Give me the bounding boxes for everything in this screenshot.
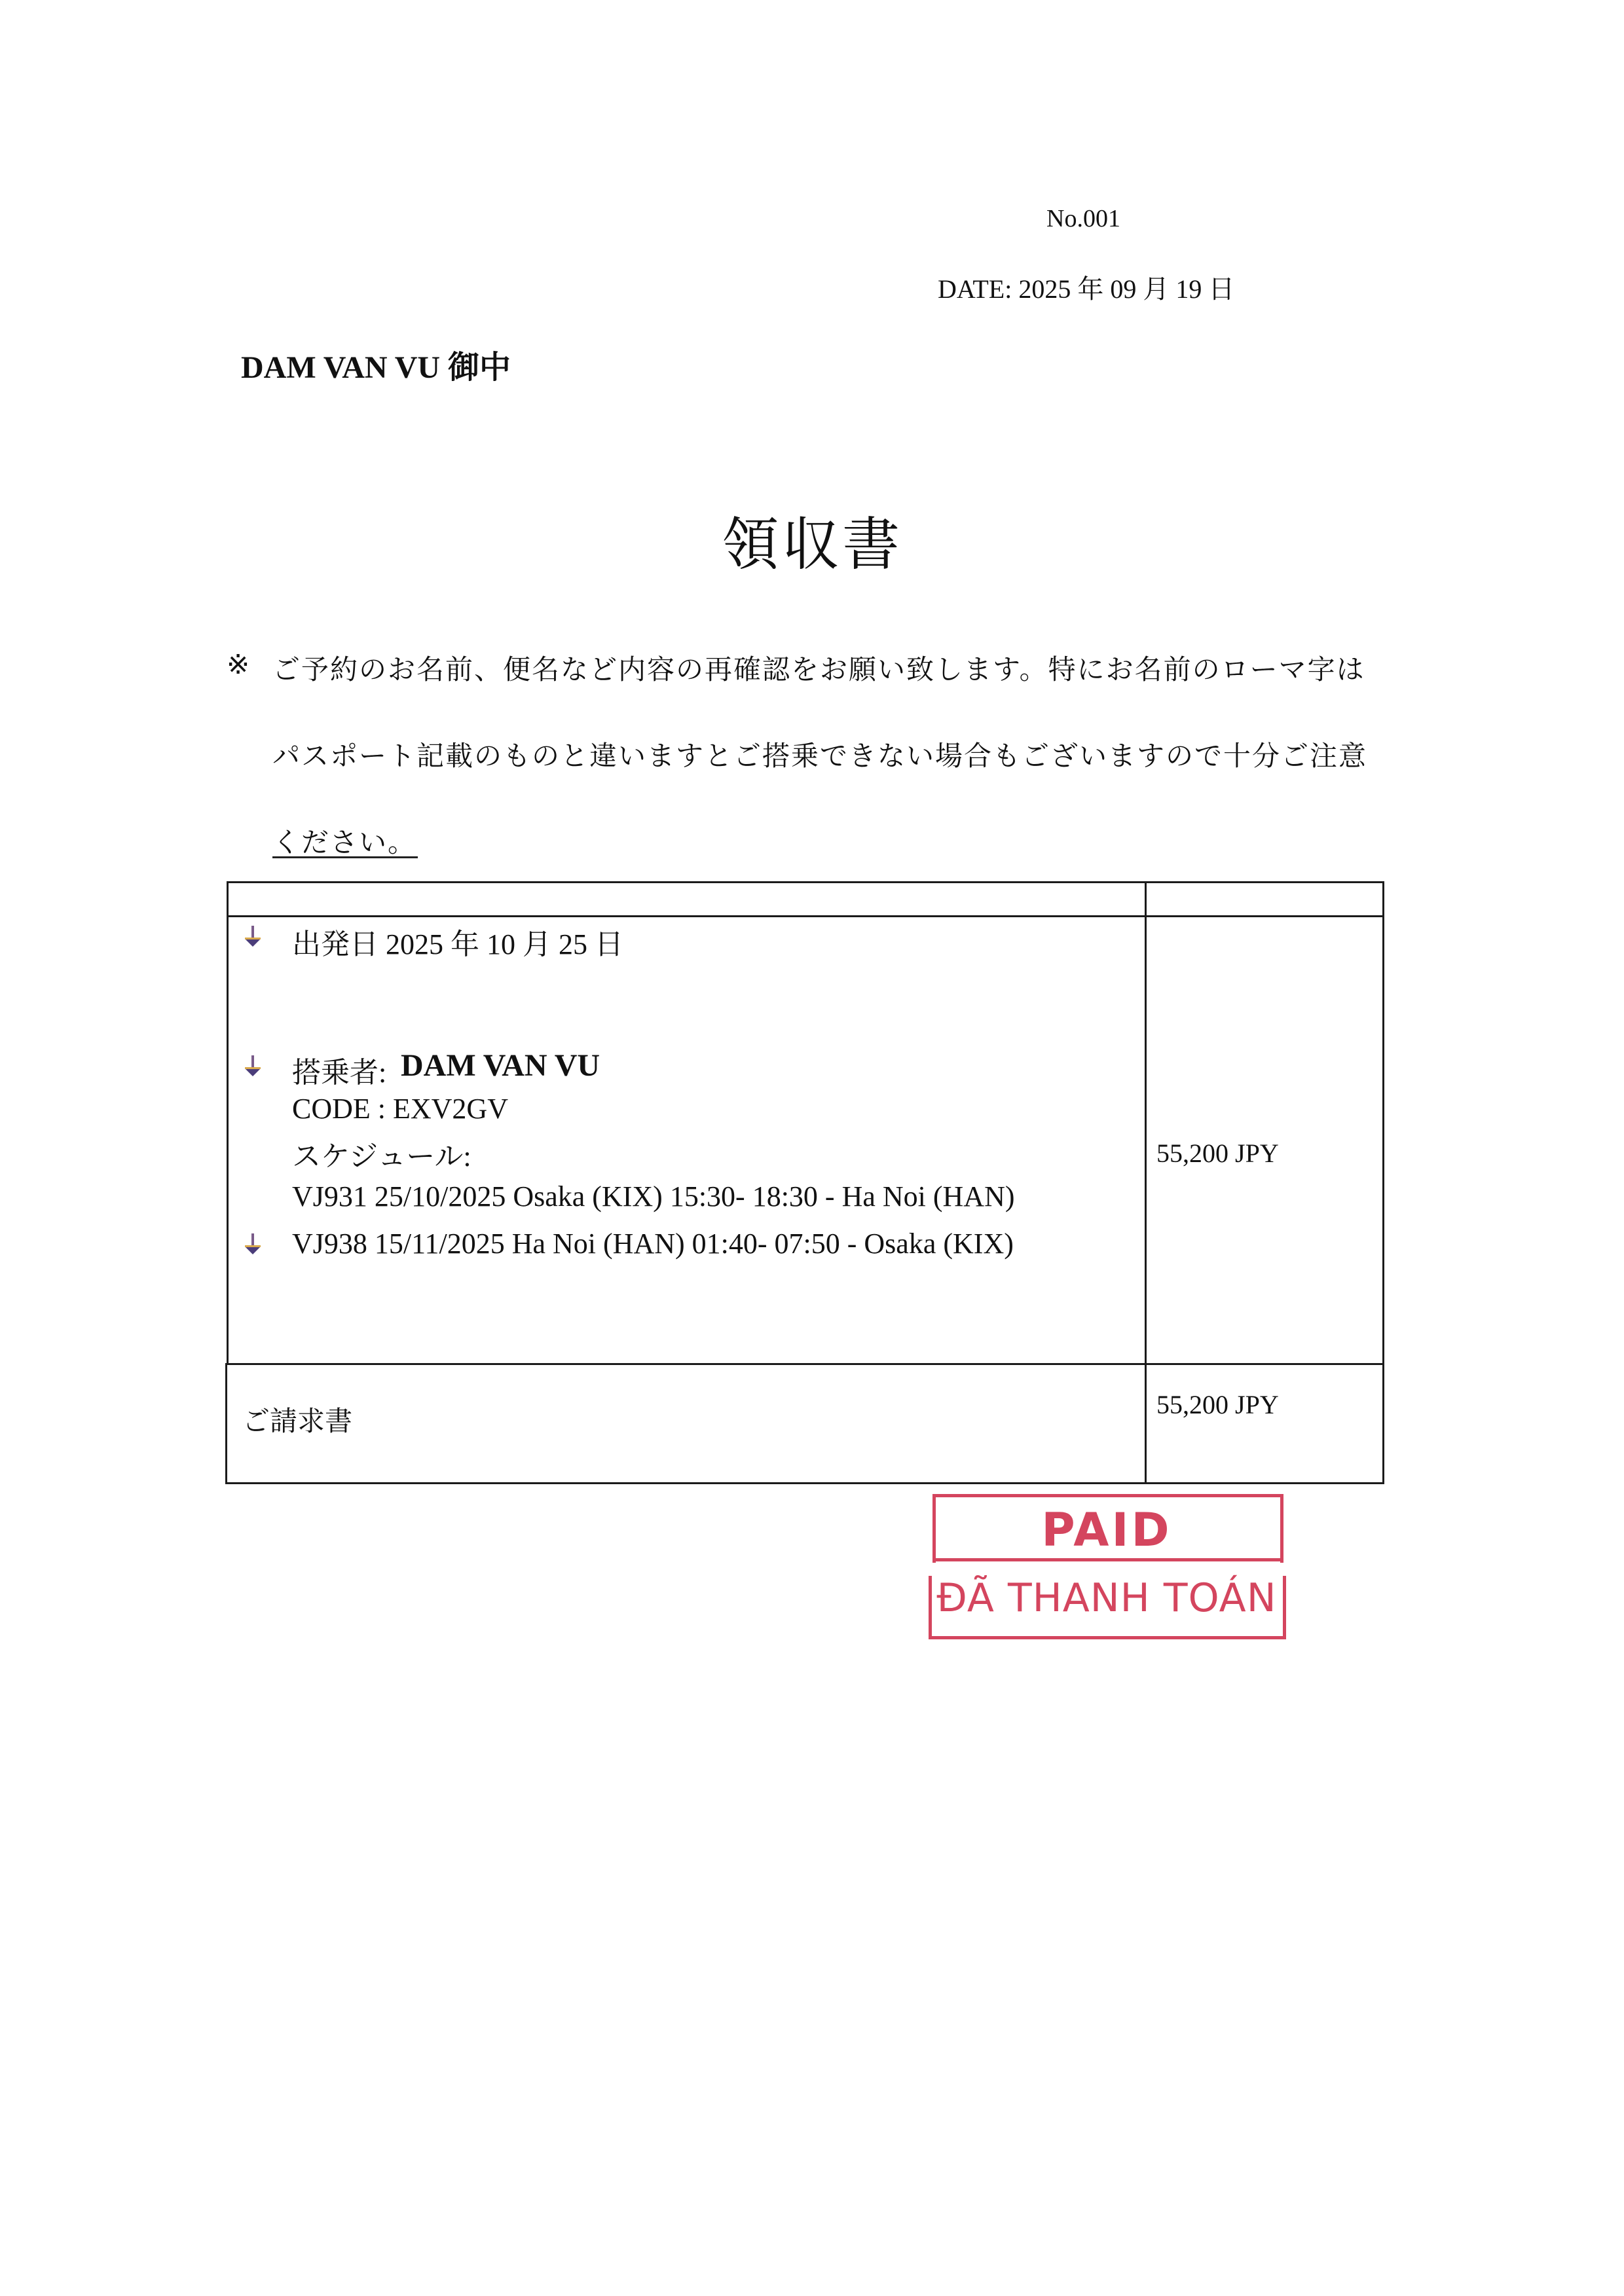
departure-date: 出発日 2025 年 10 月 25 日 [292, 928, 623, 960]
table-line-bottom [225, 1482, 1384, 1484]
addressee: DAM VAN VU 御中 [241, 350, 511, 385]
table-line-header-bottom [227, 915, 1384, 917]
passenger-name: DAM VAN VU [401, 1048, 600, 1083]
flight-return: VJ938 15/11/2025 Ha Noi (HAN) 01:40- 07:50 - Osaka (KIX) [292, 1228, 1014, 1260]
paid-stamp [929, 1494, 1285, 1641]
total-amount: 55,200 JPY [1156, 1390, 1279, 1419]
table-line-right [1382, 881, 1384, 1484]
notice-underline [272, 856, 418, 858]
table-line-mid [227, 1363, 1384, 1365]
notice-line-2: パスポート記載のものと違いますとご搭乗できない場合もございますので十分ご注意 [272, 740, 1368, 772]
notice-line-3: ください。 [272, 826, 417, 858]
flight-outbound: VJ931 25/10/2025 Osaka (KIX) 15:30- 18:30 - Ha Noi (HAN) [292, 1180, 1015, 1212]
schedule-label: スケジュール: [292, 1140, 471, 1173]
receipt-date: DATE: 2025 年 09 月 19 日 [938, 274, 1235, 304]
passenger-label: 搭乗者: [292, 1057, 387, 1089]
notice-mark: ※ [227, 648, 250, 680]
stamp-vietnamese-text: ĐÃ THANH TOÁN [936, 1575, 1277, 1621]
receipt-number: No.001 [1046, 205, 1120, 232]
invoice-label: ご請求書 [242, 1407, 353, 1437]
arrow-down-bullet-icon [241, 1054, 265, 1078]
arrow-down-bullet-icon [241, 924, 265, 948]
table-line-left-upper [227, 881, 229, 1363]
table-line-left-lower [225, 1363, 227, 1484]
notice-line-1: ご予約のお名前、便名など内容の再確認をお願い致します。特にお名前のローマ字は [272, 653, 1365, 685]
arrow-down-bullet-icon [241, 1232, 265, 1256]
table-line-top [227, 881, 1384, 883]
stamp-frame-divider [932, 1558, 1283, 1561]
booking-code: CODE : EXV2GV [292, 1093, 508, 1125]
table-line-divider [1145, 881, 1147, 1484]
stamp-paid-text: PAID [1041, 1503, 1172, 1557]
fare-amount: 55,200 JPY [1156, 1139, 1279, 1168]
document-title: 領収書 [721, 511, 902, 578]
